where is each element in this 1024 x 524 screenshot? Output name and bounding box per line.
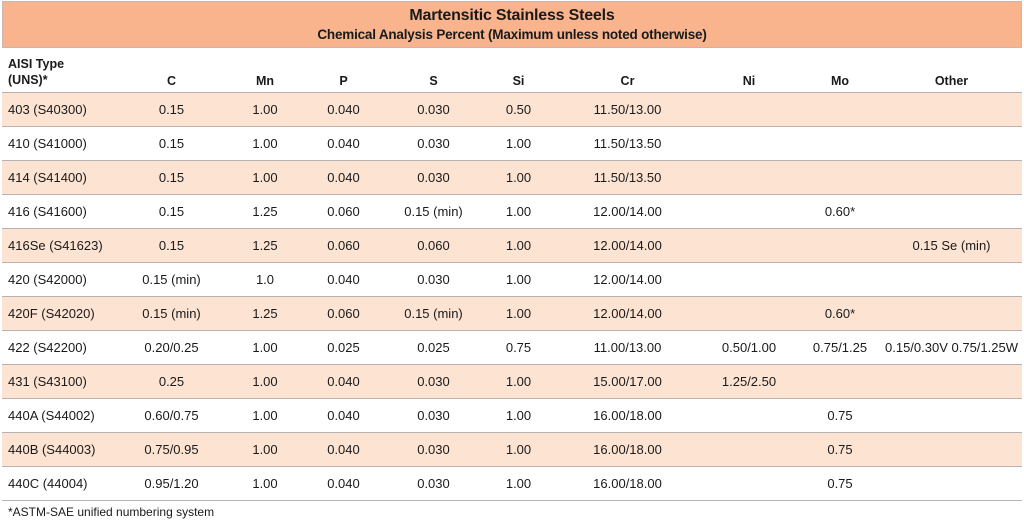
cell-p: 0.025 <box>301 330 386 364</box>
cell-c: 0.15 (min) <box>114 262 229 296</box>
cell-cr: 11.50/13.50 <box>556 126 699 160</box>
cell-type: 414 (S41400) <box>2 160 114 194</box>
cell-type: 420F (S42020) <box>2 296 114 330</box>
cell-type: 440B (S44003) <box>2 432 114 466</box>
cell-type: 440C (44004) <box>2 466 114 500</box>
table-row <box>2 160 1022 194</box>
cell-cr: 11.50/13.50 <box>556 160 699 194</box>
cell-other <box>881 194 1022 228</box>
cell-c: 0.95/1.20 <box>114 466 229 500</box>
cell-mn: 1.00 <box>229 364 301 398</box>
cell-si: 0.75 <box>481 330 556 364</box>
cell-type: 431 (S43100) <box>2 364 114 398</box>
header-cr: Cr <box>556 48 699 92</box>
cell-s: 0.030 <box>386 364 481 398</box>
table-row <box>2 194 1022 228</box>
header-type-line2: (UNS)* <box>8 72 48 87</box>
cell-mo: 0.75 <box>799 466 881 500</box>
cell-s: 0.030 <box>386 160 481 194</box>
cell-p: 0.040 <box>301 466 386 500</box>
cell-ni: 0.50/1.00 <box>699 330 799 364</box>
steel-table <box>2 1 1022 501</box>
cell-c: 0.15 (min) <box>114 296 229 330</box>
cell-cr: 16.00/18.00 <box>556 398 699 432</box>
table-row <box>2 126 1022 160</box>
table-row <box>2 262 1022 296</box>
cell-si: 1.00 <box>481 398 556 432</box>
cell-c: 0.15 <box>114 194 229 228</box>
cell-other <box>881 92 1022 126</box>
analysis-table <box>2 48 1022 501</box>
cell-type: 422 (S42200) <box>2 330 114 364</box>
cell-p: 0.040 <box>301 398 386 432</box>
header-mn: Mn <box>229 48 301 92</box>
cell-s: 0.030 <box>386 126 481 160</box>
table-title: Martensitic Stainless Steels <box>409 7 615 24</box>
table-body <box>2 92 1022 500</box>
cell-mo <box>799 364 881 398</box>
cell-si: 0.50 <box>481 92 556 126</box>
cell-si: 1.00 <box>481 194 556 228</box>
cell-cr: 11.00/13.00 <box>556 330 699 364</box>
cell-ni <box>699 466 799 500</box>
cell-mo: 0.75 <box>799 398 881 432</box>
cell-mo: 0.75/1.25 <box>799 330 881 364</box>
cell-mo <box>799 160 881 194</box>
cell-p: 0.040 <box>301 160 386 194</box>
cell-s: 0.030 <box>386 262 481 296</box>
table-row <box>2 228 1022 262</box>
cell-p: 0.060 <box>301 194 386 228</box>
cell-si: 1.00 <box>481 296 556 330</box>
cell-cr: 12.00/14.00 <box>556 296 699 330</box>
cell-type: 420 (S42000) <box>2 262 114 296</box>
table-row <box>2 466 1022 500</box>
cell-cr: 15.00/17.00 <box>556 364 699 398</box>
cell-ni <box>699 126 799 160</box>
cell-ni <box>699 262 799 296</box>
cell-other <box>881 160 1022 194</box>
cell-mn: 1.25 <box>229 296 301 330</box>
cell-mn: 1.25 <box>229 194 301 228</box>
cell-s: 0.15 (min) <box>386 296 481 330</box>
cell-c: 0.20/0.25 <box>114 330 229 364</box>
cell-s: 0.025 <box>386 330 481 364</box>
cell-p: 0.060 <box>301 296 386 330</box>
cell-s: 0.15 (min) <box>386 194 481 228</box>
cell-other <box>881 398 1022 432</box>
cell-ni <box>699 296 799 330</box>
cell-mo: 0.60* <box>799 194 881 228</box>
cell-other: 0.15/0.30V 0.75/1.25W <box>881 330 1022 364</box>
cell-other <box>881 432 1022 466</box>
cell-c: 0.75/0.95 <box>114 432 229 466</box>
table-row <box>2 398 1022 432</box>
cell-si: 1.00 <box>481 364 556 398</box>
cell-mo <box>799 126 881 160</box>
footnote: *ASTM-SAE unified numbering system <box>8 505 215 519</box>
cell-si: 1.00 <box>481 126 556 160</box>
table-title-bar <box>2 1 1022 48</box>
cell-c: 0.15 <box>114 92 229 126</box>
cell-p: 0.040 <box>301 364 386 398</box>
cell-cr: 11.50/13.00 <box>556 92 699 126</box>
cell-si: 1.00 <box>481 432 556 466</box>
cell-ni <box>699 398 799 432</box>
cell-ni <box>699 228 799 262</box>
cell-mn: 1.00 <box>229 330 301 364</box>
cell-mn: 1.00 <box>229 92 301 126</box>
cell-c: 0.25 <box>114 364 229 398</box>
cell-p: 0.060 <box>301 228 386 262</box>
header-type-line1: AISI Type <box>8 56 65 71</box>
cell-cr: 12.00/14.00 <box>556 228 699 262</box>
cell-cr: 12.00/14.00 <box>556 194 699 228</box>
cell-ni <box>699 432 799 466</box>
cell-mo <box>799 262 881 296</box>
cell-ni: 1.25/2.50 <box>699 364 799 398</box>
cell-type: 403 (S40300) <box>2 92 114 126</box>
table-subtitle: Chemical Analysis Percent (Maximum unless noted otherwise) <box>317 27 707 42</box>
cell-mo: 0.60* <box>799 296 881 330</box>
cell-c: 0.60/0.75 <box>114 398 229 432</box>
cell-cr: 16.00/18.00 <box>556 432 699 466</box>
header-row <box>2 48 1022 92</box>
cell-p: 0.040 <box>301 92 386 126</box>
cell-other: 0.15 Se (min) <box>881 228 1022 262</box>
cell-s: 0.030 <box>386 466 481 500</box>
cell-ni <box>699 194 799 228</box>
cell-ni <box>699 160 799 194</box>
cell-ni <box>699 92 799 126</box>
cell-type: 416Se (S41623) <box>2 228 114 262</box>
cell-other <box>881 126 1022 160</box>
header-p: P <box>301 48 386 92</box>
cell-si: 1.00 <box>481 466 556 500</box>
cell-type: 410 (S41000) <box>2 126 114 160</box>
cell-c: 0.15 <box>114 160 229 194</box>
cell-si: 1.00 <box>481 160 556 194</box>
cell-other <box>881 364 1022 398</box>
cell-s: 0.030 <box>386 398 481 432</box>
header-type <box>2 48 114 92</box>
table-row <box>2 330 1022 364</box>
cell-si: 1.00 <box>481 228 556 262</box>
header-other: Other <box>881 48 1022 92</box>
cell-mn: 1.00 <box>229 466 301 500</box>
header-si: Si <box>481 48 556 92</box>
cell-type: 440A (S44002) <box>2 398 114 432</box>
header-c: C <box>114 48 229 92</box>
header-ni: Ni <box>699 48 799 92</box>
cell-cr: 12.00/14.00 <box>556 262 699 296</box>
cell-cr: 16.00/18.00 <box>556 466 699 500</box>
cell-c: 0.15 <box>114 228 229 262</box>
cell-s: 0.030 <box>386 432 481 466</box>
table-row <box>2 432 1022 466</box>
cell-s: 0.030 <box>386 92 481 126</box>
cell-p: 0.040 <box>301 126 386 160</box>
cell-mn: 1.0 <box>229 262 301 296</box>
table-row <box>2 92 1022 126</box>
cell-other <box>881 296 1022 330</box>
cell-mo <box>799 92 881 126</box>
cell-mo <box>799 228 881 262</box>
cell-p: 0.040 <box>301 262 386 296</box>
table-row <box>2 364 1022 398</box>
cell-si: 1.00 <box>481 262 556 296</box>
cell-mn: 1.25 <box>229 228 301 262</box>
cell-mn: 1.00 <box>229 432 301 466</box>
cell-p: 0.040 <box>301 432 386 466</box>
cell-c: 0.15 <box>114 126 229 160</box>
header-s: S <box>386 48 481 92</box>
cell-mn: 1.00 <box>229 160 301 194</box>
table-row <box>2 296 1022 330</box>
cell-mo: 0.75 <box>799 432 881 466</box>
cell-mn: 1.00 <box>229 398 301 432</box>
cell-mn: 1.00 <box>229 126 301 160</box>
cell-s: 0.060 <box>386 228 481 262</box>
cell-other <box>881 466 1022 500</box>
header-mo: Mo <box>799 48 881 92</box>
cell-other <box>881 262 1022 296</box>
cell-type: 416 (S41600) <box>2 194 114 228</box>
